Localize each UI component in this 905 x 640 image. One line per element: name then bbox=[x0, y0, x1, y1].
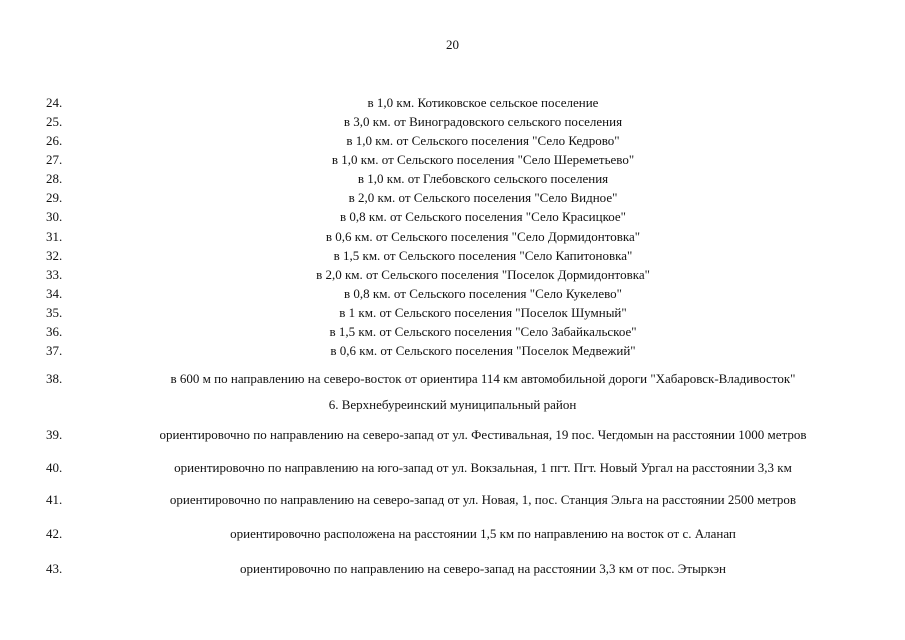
row-number: 27. bbox=[46, 152, 63, 167]
row-number: 38. bbox=[46, 371, 63, 386]
row-number: 34. bbox=[46, 286, 63, 301]
row-text: в 1,0 км. от Глебовского сельского поселения bbox=[357, 171, 609, 186]
row-text: в 600 м по направлению на северо-восток от ориентира 114 км автомобильной дороги "Хабаровск-Владивосток" bbox=[170, 371, 796, 386]
row-number: 29. bbox=[46, 190, 63, 205]
list-item bbox=[0, 94, 905, 112]
row-number: 40. bbox=[46, 460, 63, 475]
row-text: в 1,5 км. от Сельского поселения "Село Капитоновка" bbox=[333, 248, 633, 263]
row-text: ориентировочно по направлению на северо-запад от ул. Фестивальная, 19 пос. Чегдомын на расстоянии 1000 метров bbox=[159, 427, 807, 442]
row-number: 28. bbox=[46, 171, 63, 186]
row-text: в 1,0 км. Котиковское сельское поселение bbox=[367, 95, 599, 110]
list-item bbox=[0, 208, 905, 226]
row-number: 33. bbox=[46, 267, 63, 282]
list-item bbox=[0, 132, 905, 150]
row-number: 42. bbox=[46, 526, 63, 541]
row-number: 41. bbox=[46, 492, 63, 507]
row-text: в 0,6 км. от Сельского поселения "Поселок Медвежий" bbox=[330, 343, 636, 358]
row-text: в 1,5 км. от Сельского поселения "Село Забайкальское" bbox=[329, 324, 637, 339]
row-text: в 0,6 км. от Сельского поселения "Село Дормидонтовка" bbox=[325, 229, 641, 244]
list-item bbox=[0, 285, 905, 303]
section-heading: 6. Верхнебуреинский муниципальный район bbox=[328, 397, 577, 412]
list-item bbox=[0, 370, 905, 388]
list-item bbox=[0, 459, 905, 477]
row-text: ориентировочно по направлению на северо-запад от ул. Новая, 1, пос. Станция Эльга на расстоянии 2500 метров bbox=[169, 492, 797, 507]
list-item bbox=[0, 525, 905, 543]
row-number: 25. bbox=[46, 114, 63, 129]
row-number: 32. bbox=[46, 248, 63, 263]
row-text: в 2,0 км. от Сельского поселения "Поселок Дормидонтовка" bbox=[316, 267, 650, 282]
page-number: 20 bbox=[446, 37, 459, 52]
row-number: 39. bbox=[46, 427, 63, 442]
row-number: 24. bbox=[46, 95, 63, 110]
row-text: в 1,0 км. от Сельского поселения "Село Кедрово" bbox=[346, 133, 620, 148]
row-text: в 3,0 км. от Виноградовского сельского поселения bbox=[343, 114, 623, 129]
row-text: ориентировочно по направлению на юго-запад от ул. Вокзальная, 1 пгт. Пгт. Новый Ургал на расстоянии 3,3 км bbox=[174, 460, 792, 475]
row-number: 26. bbox=[46, 133, 63, 148]
row-text: в 0,8 км. от Сельского поселения "Село Кукелево" bbox=[344, 286, 622, 301]
list-item bbox=[0, 560, 905, 578]
row-text: в 1 км. от Сельского поселения "Поселок Шумный" bbox=[339, 305, 627, 320]
list-item bbox=[0, 113, 905, 131]
row-text: ориентировочно расположена на расстоянии 1,5 км по направлению на восток от с. Аланап bbox=[230, 526, 736, 541]
list-item bbox=[0, 491, 905, 509]
list-item bbox=[0, 228, 905, 246]
row-number: 36. bbox=[46, 324, 63, 339]
list-item bbox=[0, 426, 905, 444]
list-item bbox=[0, 247, 905, 265]
row-number: 31. bbox=[46, 229, 63, 244]
row-number: 30. bbox=[46, 209, 63, 224]
list-item bbox=[0, 189, 905, 207]
list-item bbox=[0, 170, 905, 188]
list-item bbox=[0, 323, 905, 341]
row-text: в 2,0 км. от Сельского поселения "Село Видное" bbox=[348, 190, 618, 205]
list-item bbox=[0, 342, 905, 360]
row-number: 37. bbox=[46, 343, 63, 358]
row-text: в 0,8 км. от Сельского поселения "Село Красицкое" bbox=[340, 209, 626, 224]
row-number: 35. bbox=[46, 305, 63, 320]
list-item bbox=[0, 151, 905, 169]
row-number: 43. bbox=[46, 561, 63, 576]
list-item bbox=[0, 266, 905, 284]
row-text: в 1,0 км. от Сельского поселения "Село Шереметьево" bbox=[331, 152, 635, 167]
row-text: ориентировочно по направлению на северо-запад на расстоянии 3,3 км от пос. Этыркэн bbox=[240, 561, 726, 576]
list-item bbox=[0, 304, 905, 322]
